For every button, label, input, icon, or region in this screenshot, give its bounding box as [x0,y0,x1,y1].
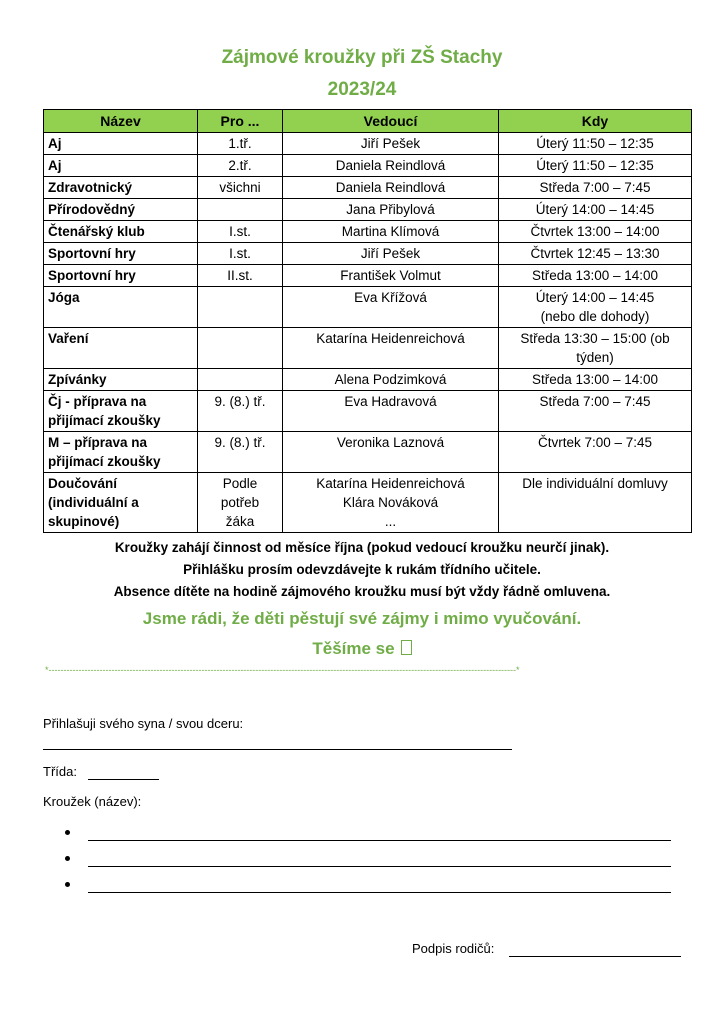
table-header-row [44,110,692,133]
table-row [44,473,692,533]
cell-for-line: Podle [222,476,258,491]
smiley-icon [401,640,412,655]
cell-name-line: Jóga [48,290,80,305]
cell-when-line: Čtvrtek 12:45 – 13:30 [530,246,660,261]
cell-name [44,287,198,328]
table-row [44,221,692,243]
cell-when [499,265,692,287]
cell-for [198,155,283,177]
cell-name [44,177,198,199]
cell-leader-line: Katarína Heidenreichová [316,331,465,346]
cell-name [44,369,198,391]
club-label: Kroužek (název): [43,794,142,809]
cell-leader-line: Alena Podzimková [334,372,447,387]
club-line-3[interactable] [88,892,671,893]
cell-for [198,287,283,328]
table-row [44,432,692,473]
cell-when [499,133,692,155]
see-you-message [0,639,724,659]
cell-name-line: Čj - příprava na [48,394,147,409]
cell-for-line: I.st. [229,224,251,239]
cell-leader-line: Jiří Pešek [360,246,421,261]
cell-when [499,369,692,391]
cell-when [499,199,692,221]
cell-when [499,473,692,533]
cell-when-line: Středa 13:00 – 14:00 [531,372,659,387]
cell-name-line: Sportovní hry [48,246,136,261]
table-row [44,265,692,287]
cell-name [44,133,198,155]
cell-leader [283,369,499,391]
class-line[interactable] [88,779,159,780]
bullet-icon [65,830,70,835]
cell-name-line: Doučování [48,476,118,491]
bullet-icon [65,856,70,861]
cell-when [499,243,692,265]
cell-name [44,221,198,243]
cell-name-line: Aj [48,136,62,151]
cell-when-line: Čtvrtek 7:00 – 7:45 [537,435,653,450]
cell-name-line: přijímací zkoušky [48,454,161,469]
cell-name-line: M – příprava na [48,435,148,450]
column-header-for: Pro ... [198,110,283,133]
cell-for [198,432,283,473]
cell-leader-line: Daniela Reindlová [335,180,446,195]
cell-for [198,199,283,221]
cell-name-line: skupinové) [48,514,120,529]
cell-when-line: Středa 13:00 – 14:00 [531,268,659,283]
cell-when-line: Středa 7:00 – 7:45 [539,394,651,409]
cell-for [198,473,283,533]
cell-for-line [202,288,278,307]
cell-leader-line: Katarína Heidenreichová [316,476,465,491]
cell-leader-line: František Volmut [340,268,441,283]
cell-leader [283,199,499,221]
cell-for [198,177,283,199]
cell-leader [283,265,499,287]
cell-when-line: Úterý 14:00 – 14:45 [535,202,655,217]
table-row [44,391,692,432]
cut-line-separator: *------------------------------------------------------------------------------------------------------------------------------------------------------------* [45,665,520,675]
cell-for-line [202,200,278,219]
cell-for-line: 1.tř. [228,136,252,151]
cell-leader [283,432,499,473]
cell-when [499,177,692,199]
cell-name [44,265,198,287]
child-name-line[interactable] [43,749,512,750]
club-line-2[interactable] [88,866,671,867]
table-row [44,155,692,177]
cell-when [499,391,692,432]
table-row [44,328,692,369]
enroll-label: Přihlašuji svého syna / svou dceru: [43,716,244,731]
cell-for [198,265,283,287]
table-row [44,177,692,199]
cell-for-line: žáka [225,514,255,529]
cell-leader-line: Jiří Pešek [360,136,421,151]
cell-name [44,243,198,265]
cell-name [44,473,198,533]
cell-leader-line: Klára Nováková [342,495,439,510]
cell-when-line: (nebo dle dohody) [540,309,650,324]
cell-leader [283,391,499,432]
class-label: Třída: [43,764,77,779]
cell-leader [283,133,499,155]
column-header-name: Název [44,110,198,133]
cell-leader-line: Veronika Laznová [336,435,445,450]
cell-leader [283,328,499,369]
cell-leader [283,177,499,199]
column-header-leader: Vedoucí [283,110,499,133]
cell-for [198,133,283,155]
cell-name-line: Sportovní hry [48,268,136,283]
note-absence: Absence dítěte na hodině zájmového kroužku musí být vždy řádně omluvena. [113,584,611,599]
column-header-when: Kdy [499,110,692,133]
cell-for-line: 9. (8.) tř. [214,435,266,450]
cell-name [44,199,198,221]
cell-name-line: Vaření [48,331,89,346]
cell-when-line: Úterý 14:00 – 14:45 [535,290,655,305]
signature-label: Podpis rodičů: [412,941,495,956]
cell-name-line: Zpívánky [48,372,107,387]
cell-leader-line: Daniela Reindlová [335,158,446,173]
cell-leader [283,287,499,328]
school-year: 2023/24 [327,79,397,100]
cell-for-line: II.st. [227,268,253,283]
cell-for [198,391,283,432]
cell-leader-line: ... [384,514,397,529]
club-line-1[interactable] [88,840,671,841]
see-you-text: Těšíme se [312,639,395,658]
page-title: Zájmové kroužky při ZŠ Stachy [221,47,503,68]
cell-for-line: I.st. [229,246,251,261]
cell-when-line: Úterý 11:50 – 12:35 [536,158,654,173]
cell-name-line: Zdravotnický [48,180,133,195]
cell-when-line: týden) [576,350,614,365]
cell-for-line: 2.tř. [228,158,252,173]
cell-leader-line: Jana Přibylová [346,202,435,217]
cell-when-line: Středa 7:00 – 7:45 [539,180,651,195]
cell-name [44,328,198,369]
cell-for [198,221,283,243]
cell-for-line: všichni [219,180,261,195]
cell-when [499,328,692,369]
clubs-table [43,109,692,533]
table-row [44,287,692,328]
cell-when [499,221,692,243]
cell-when-line: Středa 13:30 – 15:00 (ob [520,331,670,346]
cell-when-line: Dle individuální domluvy [522,476,668,491]
cell-name-line: (individuální a [48,495,139,510]
table-row [44,243,692,265]
signature-line[interactable] [509,956,681,957]
cell-leader [283,221,499,243]
cell-for-line [202,370,278,389]
bullet-icon [65,882,70,887]
cell-when [499,287,692,328]
cell-when-line: Úterý 11:50 – 12:35 [536,136,654,151]
table-row [44,369,692,391]
cell-leader [283,473,499,533]
cell-for [198,328,283,369]
cell-name-line: Přírodovědný [48,202,136,217]
cell-when [499,155,692,177]
note-submit-application: Přihlášku prosím odevzdávejte k rukám třídního učitele. [183,562,541,577]
cell-name-line: Čtenářský klub [48,224,145,239]
cell-leader-line: Eva Hadravová [344,394,437,409]
glad-message: Jsme rádi, že děti pěstují své zájmy i mimo vyučování. [142,609,582,628]
table-row [44,133,692,155]
cell-leader-line: Eva Křížová [354,290,427,305]
cell-when [499,432,692,473]
cell-leader-line: Martina Klímová [341,224,440,239]
cell-name [44,155,198,177]
cell-name [44,432,198,473]
cell-name [44,391,198,432]
cell-leader [283,155,499,177]
cell-for-line [202,329,278,348]
cell-name-line: přijímací zkoušky [48,413,161,428]
cell-for-line: 9. (8.) tř. [214,394,266,409]
cell-for [198,369,283,391]
cell-for [198,243,283,265]
table-row [44,199,692,221]
cell-name-line: Aj [48,158,62,173]
note-start-october: Kroužky zahájí činnost od měsíce října (pokud vedoucí kroužku neurčí jinak). [114,540,610,555]
cell-for-line: potřeb [220,495,260,510]
cell-when-line: Čtvrtek 13:00 – 14:00 [530,224,660,239]
cell-leader [283,243,499,265]
